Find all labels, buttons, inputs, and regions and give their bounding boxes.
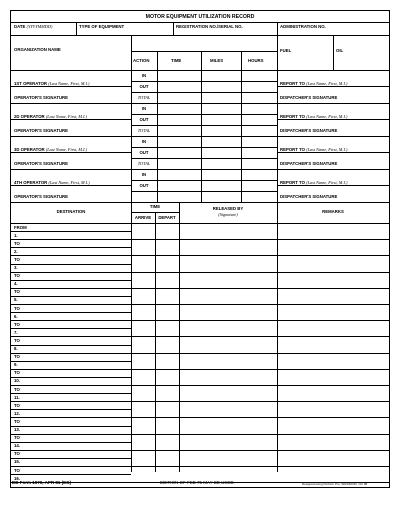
rule [277, 103, 278, 136]
rule [11, 202, 389, 203]
rule [11, 466, 389, 467]
report-format: (Last Name, First, M.I.) [306, 81, 348, 86]
rule [241, 169, 242, 202]
destination-from-to[interactable]: TO [14, 354, 20, 360]
rule [11, 264, 131, 265]
rule [131, 180, 277, 181]
operator-signature-field-2[interactable]: OPERATOR'S SIGNATURE [14, 128, 69, 133]
rule [11, 152, 131, 153]
action-total: TOTAL [137, 161, 151, 166]
designer-credit: Designed using Perform Pro, WHS/DIOR, Oct 98 [302, 482, 368, 486]
action-total: TOTAL [137, 95, 151, 100]
destination-from-to[interactable]: TO [14, 467, 20, 473]
operator-name-field-4[interactable] [14, 180, 90, 185]
dispatcher-signature-field-3[interactable]: DISPATCHER'S SIGNATURE [280, 161, 338, 166]
action-in: IN [141, 139, 147, 144]
destination-number[interactable]: 13. [14, 427, 20, 432]
action-out: OUT [139, 183, 149, 188]
rule [11, 304, 389, 305]
rule [11, 369, 389, 370]
rule [11, 185, 131, 186]
action-out: OUT [139, 150, 149, 155]
rule [277, 185, 389, 186]
rule [11, 442, 131, 443]
form-title: MOTOR EQUIPMENT UTILIZATION RECORD [11, 11, 389, 23]
dispatcher-signature-field-4[interactable]: DISPATCHER'S SIGNATURE [280, 194, 338, 199]
destination-from-to[interactable]: TO [14, 256, 20, 262]
destination-number[interactable]: 15. [14, 459, 20, 465]
destination-from-to[interactable]: TO [14, 402, 20, 408]
time-header: TIME [171, 58, 182, 63]
rule [131, 114, 277, 115]
report-format: (Last Name, First, M.I.) [306, 147, 348, 152]
rule [131, 125, 277, 126]
oil-field[interactable]: OIL [336, 48, 344, 53]
operator-label: 1ST OPERATOR [14, 81, 48, 86]
destination-from-to[interactable]: TO [14, 273, 20, 279]
hours-header: HOURS [248, 58, 264, 63]
operator-signature-field-3[interactable]: OPERATOR'S SIGNATURE [14, 161, 69, 166]
rule [157, 136, 158, 169]
action-out: OUT [139, 117, 149, 122]
rule [131, 147, 277, 148]
equipment-type-field[interactable]: TYPE OF EQUIPMENT [79, 24, 125, 29]
destination-number[interactable]: 1. [14, 232, 18, 238]
rule [11, 385, 389, 386]
rule [11, 169, 389, 170]
report-to-field-4[interactable] [280, 180, 347, 185]
organization-field[interactable]: ORGANIZATION NAME [14, 47, 61, 52]
rule [201, 169, 202, 202]
rule [241, 103, 242, 136]
destination-number[interactable]: 2. [14, 248, 18, 254]
rule [157, 70, 158, 103]
rule [11, 136, 389, 137]
rule [11, 328, 131, 329]
rule [11, 103, 389, 104]
action-in: IN [141, 106, 147, 111]
rule [131, 92, 277, 93]
action-header: ACTION [133, 58, 150, 63]
destination-from-to[interactable]: TO [14, 337, 20, 343]
released-header: RELEASED BY [212, 206, 244, 211]
miles-header: MILES [210, 58, 224, 63]
report-label: REPORT TO [280, 180, 305, 185]
destination-number[interactable]: 3. [14, 265, 18, 270]
rule [11, 345, 131, 346]
report-to-field-2[interactable] [280, 114, 347, 119]
rule [11, 361, 131, 362]
rule [11, 288, 389, 289]
rule [11, 296, 131, 297]
destination-number[interactable]: 16. [14, 475, 20, 481]
rule [11, 312, 131, 313]
rule [11, 119, 131, 120]
destination-from-to[interactable]: TO [14, 370, 20, 376]
rule [277, 152, 389, 153]
dispatcher-signature-field-1[interactable]: DISPATCHER'S SIGNATURE [280, 95, 338, 100]
administration-field[interactable]: ADMINISTRATION NO. [280, 24, 326, 29]
date-field[interactable] [14, 24, 52, 29]
rule [131, 81, 277, 82]
destination-number[interactable]: 12. [14, 410, 20, 416]
rule [201, 70, 202, 103]
report-to-field-1[interactable] [280, 81, 347, 86]
rule [277, 70, 278, 103]
destination-number[interactable]: 11. [14, 394, 20, 400]
date-label: DATE [14, 24, 26, 29]
rule [11, 434, 389, 435]
destination-number[interactable]: 8. [14, 346, 18, 351]
rule [11, 409, 131, 410]
rule [11, 255, 389, 256]
operator-name-field-2[interactable] [14, 114, 87, 119]
report-label: REPORT TO [280, 147, 305, 152]
rule [11, 353, 389, 354]
rule [11, 417, 389, 418]
report-label: REPORT TO [280, 81, 305, 86]
destination-number[interactable]: 7. [14, 329, 18, 335]
name-format: (Last Name, First, M.I.) [48, 180, 90, 185]
rule [201, 103, 202, 136]
destination-number[interactable]: 5. [14, 297, 18, 303]
action-in: IN [141, 172, 147, 177]
operator-label: 3D OPERATOR [14, 147, 45, 152]
rule [241, 70, 242, 103]
operator-name-field-3[interactable] [14, 147, 87, 152]
operator-label: 4TH OPERATOR [14, 180, 48, 185]
action-in: IN [141, 73, 147, 78]
report-format: (Last Name, First, M.I.) [306, 180, 348, 185]
report-label: REPORT TO [280, 114, 305, 119]
name-format: (Last Name, First, M.I.) [45, 147, 88, 152]
destination-from-to[interactable]: TO [14, 289, 20, 295]
destination-from-to[interactable]: TO [14, 305, 20, 311]
rule [11, 247, 131, 248]
registration-field[interactable]: REGISTRATION NO./SERIAL NO. [176, 24, 243, 29]
destination-number[interactable]: 6. [14, 313, 18, 319]
name-format: (Last Name, First, M.I.) [45, 114, 88, 119]
fuel-field[interactable]: FUEL [280, 48, 292, 53]
destination-number[interactable]: 10. [14, 378, 20, 384]
destination-number[interactable]: 4. [14, 281, 18, 287]
rule [157, 169, 158, 202]
rule [11, 239, 389, 240]
destination-from-to[interactable]: TO [14, 386, 20, 392]
rule [131, 158, 277, 159]
operator-signature-field-4[interactable]: OPERATOR'S SIGNATURE [14, 194, 69, 199]
arrive-header: ARRIVE [134, 215, 152, 220]
operator-name-field-1[interactable] [14, 81, 89, 86]
rule [11, 320, 389, 321]
rule [11, 474, 131, 475]
rule [277, 119, 389, 120]
rule [157, 103, 158, 136]
rule [11, 458, 131, 459]
rule [11, 393, 131, 394]
destination-from-to[interactable]: TO [14, 451, 20, 457]
dest-time-header: TIME [149, 204, 161, 209]
destination-number[interactable]: 14. [14, 443, 20, 449]
dispatcher-signature-field-2[interactable]: DISPATCHER'S SIGNATURE [280, 128, 338, 133]
operator-label: 2D OPERATOR [14, 114, 45, 119]
remarks-header: REMARKS [322, 209, 344, 214]
report-to-field-3[interactable] [280, 147, 347, 152]
rule [11, 272, 389, 273]
rule [277, 169, 278, 202]
destination-from-to[interactable]: TO [14, 418, 20, 424]
destination-from-to[interactable]: FROM [14, 224, 27, 230]
operator-signature-field-1[interactable]: OPERATOR'S SIGNATURE [14, 95, 69, 100]
released-format: (Signature) [218, 212, 238, 217]
rule [11, 280, 131, 281]
rule [201, 136, 202, 169]
rule [11, 336, 389, 337]
action-out: OUT [139, 84, 149, 89]
destination-header: DESTINATION [56, 209, 86, 214]
destination-from-to[interactable]: TO [14, 435, 20, 441]
action-total: TOTAL [137, 128, 151, 133]
date-format: (YYYYMMDD) [26, 24, 53, 29]
rule [241, 136, 242, 169]
destination-from-to[interactable]: TO [14, 240, 20, 246]
rule [11, 231, 131, 232]
edition-note: EDITION OF FEB 75 MAY BE USED. [160, 480, 235, 485]
rule [11, 401, 389, 402]
rule [11, 86, 131, 87]
rule [11, 377, 131, 378]
name-format: (Last Name, First, M.I.) [48, 81, 90, 86]
rule [277, 136, 278, 169]
destination-number[interactable]: 9. [14, 362, 18, 368]
destination-from-to[interactable]: TO [14, 321, 20, 327]
rule [11, 426, 131, 427]
rule [11, 450, 389, 451]
rule [277, 86, 389, 87]
form-identifier: DD Form 1970, APR 81 (EG) [12, 480, 72, 485]
depart-header: DEPART [158, 215, 176, 220]
report-format: (Last Name, First, M.I.) [306, 114, 348, 119]
rule [131, 191, 277, 192]
utilization-record-form [10, 10, 390, 488]
